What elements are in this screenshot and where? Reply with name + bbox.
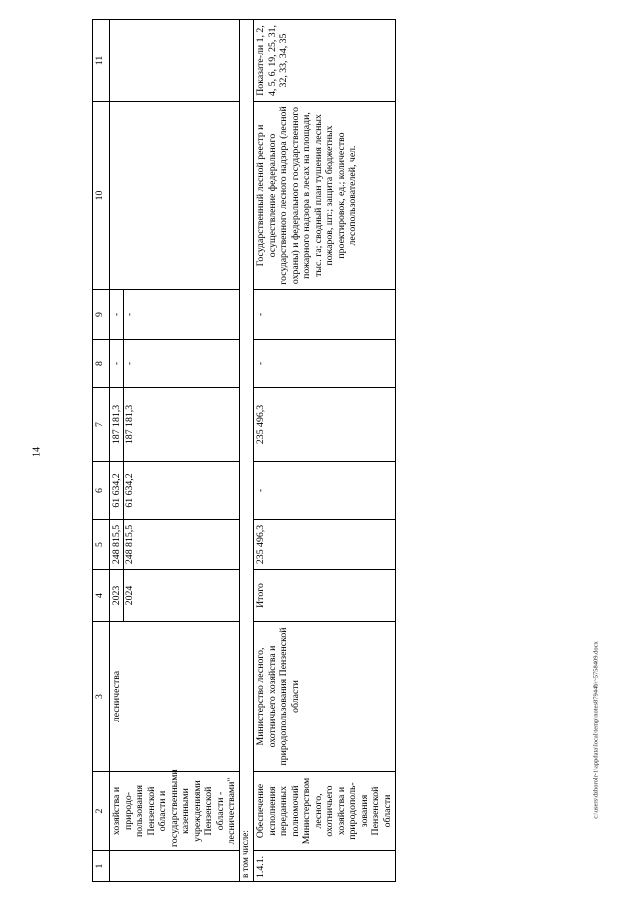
column-number-row — [93, 20, 110, 882]
cont-total-2024: 248 815,5 — [123, 524, 135, 565]
row-141-federal: - — [254, 462, 396, 520]
cont-local-2023: - — [111, 340, 124, 387]
cont-executor: лесничества — [110, 622, 240, 772]
cont-federal — [110, 462, 240, 520]
cont-local-2024: - — [123, 361, 135, 366]
file-path: c:\users\dzhorolr-1\appdata\local\temp\notes87944b\~5758409.docx — [592, 641, 600, 819]
row-141-period: Итого — [254, 570, 396, 622]
cont-federal-2024: 61 634,2 — [123, 473, 135, 508]
row-141-total: 235 496,3 — [254, 520, 396, 570]
cont-indicators — [110, 20, 240, 102]
cont-regional-2023: 187 181,3 — [111, 388, 124, 461]
row-141-indicators: Показате-ли 1, 2, 4, 5, 6, 19, 25, 31, 32, 33, 34, 35 — [254, 20, 396, 102]
col-number-4: 4 — [93, 570, 110, 622]
row-141-executor: Министерство лесного, охотничьего хозяйства и природопользования Пензенской области — [254, 622, 396, 772]
cont-total — [110, 520, 240, 570]
cont-other-2023: - — [111, 290, 124, 339]
col-number-7: 7 — [93, 388, 110, 462]
cont-other — [110, 290, 240, 340]
cont-federal-2023: 61 634,2 — [111, 462, 124, 519]
row-1-4-1 — [254, 20, 396, 882]
cont-description: хозяйства и природо-пользования Пензенской области и государственными казенными учреждениями Пензенской области - лесничествами" — [110, 772, 240, 851]
col-number-2: 2 — [93, 772, 110, 851]
col-number-6: 6 — [93, 462, 110, 520]
cont-regional — [110, 388, 240, 462]
continuation-row — [110, 20, 240, 882]
year-2023: 2023 — [111, 570, 124, 621]
row-141-number: 1.4.1. — [254, 851, 396, 882]
row-141-result: Государственный лесной реестр и осуществление федерального государственного лесного надзора (лесной охраны) и федерального государственного пожарного надзора в лесах на площади, тыс. га; сводный план тушения лесных пожаров, шт.; защита бюджетных проектировок, ед.; количество лесопользователей, чел. — [254, 102, 396, 290]
col-number-10: 10 — [93, 102, 110, 290]
col-number-9: 9 — [93, 290, 110, 340]
year-2024: 2024 — [123, 585, 135, 606]
cont-col1 — [110, 851, 240, 882]
col-number-8: 8 — [93, 340, 110, 388]
col-number-1: 1 — [93, 851, 110, 882]
subheading-row — [240, 20, 254, 882]
cont-regional-2024: 187 181,3 — [123, 404, 135, 445]
col-number-3: 3 — [93, 622, 110, 772]
cont-other-2024: - — [123, 312, 135, 317]
col-number-5: 5 — [93, 520, 110, 570]
program-table — [92, 19, 396, 882]
subheading: в том числе: — [240, 20, 254, 882]
cont-total-2023: 248 815,5 — [111, 520, 124, 569]
row-141-regional: 235 496,3 — [254, 388, 396, 462]
row-141-local: - — [254, 340, 396, 388]
cont-years — [110, 570, 240, 622]
cont-result — [110, 102, 240, 290]
row-141-other: - — [254, 290, 396, 340]
rotated-table-container — [92, 20, 394, 882]
page-number: 14 — [31, 447, 43, 457]
col-number-11: 11 — [93, 20, 110, 102]
cont-local — [110, 340, 240, 388]
row-141-description: Обеспечение исполнения переданных полномочий Министерством лесного, охотничьего хозяйства и природополь-зования Пензенской области — [254, 772, 396, 851]
